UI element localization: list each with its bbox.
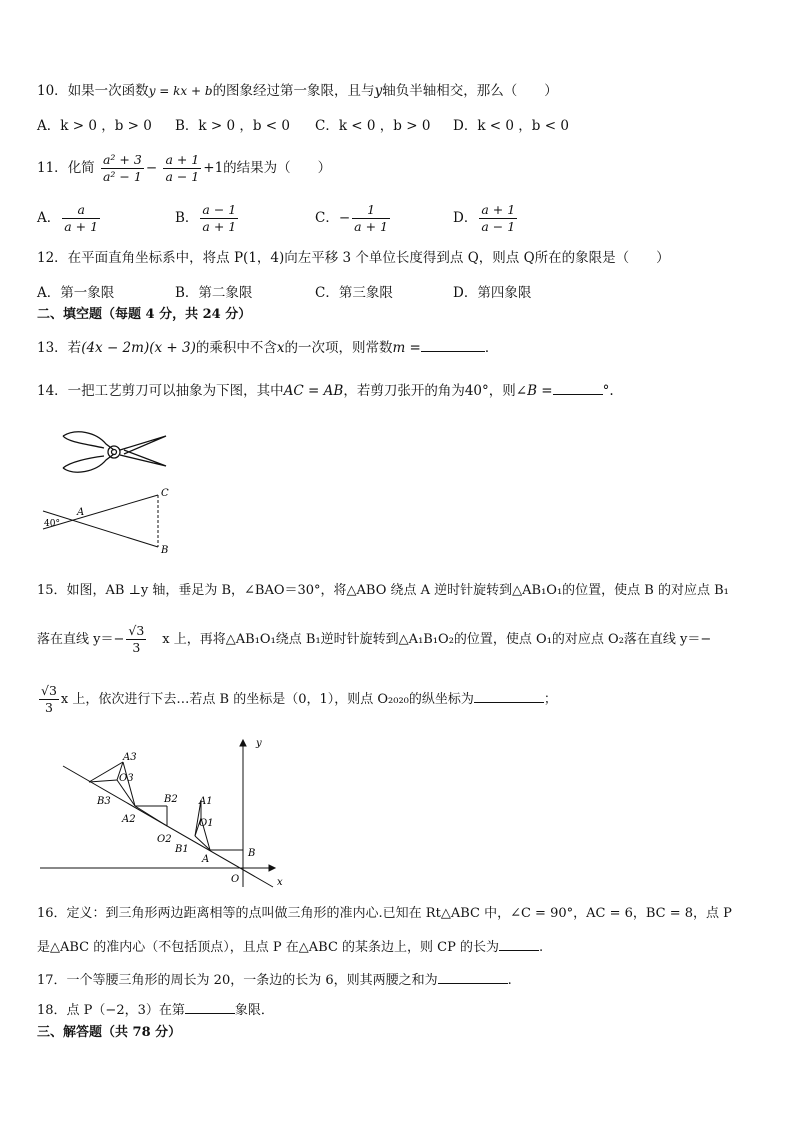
q10-option-d: D．k < 0 ，b < 0: [453, 118, 569, 134]
q14-figure: [40, 485, 190, 557]
slanted-line: [63, 766, 273, 887]
label-a3: A3: [123, 752, 137, 763]
label-b: B: [248, 848, 256, 859]
q12-option-d: D．第四象限: [453, 285, 532, 301]
q12-option-b: B．第二象限: [175, 285, 253, 301]
label-y: y: [256, 738, 262, 749]
q10-option-c: C．k < 0 ，b > 0: [315, 118, 431, 134]
q11-option-a: A． $\frac{a}{a + 1}$: [37, 202, 99, 234]
label-a: A: [202, 854, 210, 865]
section-3-heading: 三、解答题（共 78 分）: [37, 1025, 182, 1040]
q10-option-b: B．k > 0 ，b < 0: [175, 118, 291, 134]
q17-answer-blank: [438, 969, 508, 984]
label-o3: O3: [119, 773, 134, 784]
q11-fraction-1: $\frac{\text{a² + 3}}{\text{a² − 1}}$: [102, 152, 142, 184]
q11-option-b: B． $\frac{a - 1}{a + 1}$: [175, 202, 237, 234]
q15-figure: [35, 732, 295, 892]
q16-line-2: 是△ABC 的准内心（不包括顶点），且点 P 在△ABC 的某条边上，则 CP 的长为 .: [37, 936, 543, 957]
q12-option-a: A．第一象限: [37, 285, 115, 301]
q12-stem: 12．在平面直角坐标系中，将点 P(1，4)向左平移 3 个单位长度得到点 Q，则点 Q所在的象限是（ ）: [37, 250, 670, 266]
label-b1: B1: [175, 844, 189, 855]
label-a: A: [77, 507, 85, 518]
q11-option-c: C．− $\frac{1}{a + 1}$: [315, 202, 388, 234]
scissors-image: [58, 428, 173, 476]
q10-option-a: A．k > 0 ，b > 0: [37, 118, 152, 134]
label-a1: A1: [199, 796, 213, 807]
q11-fraction-2: $\frac{a + 1}{a - 1}$: [165, 152, 200, 184]
label-o: O: [231, 874, 240, 885]
section-2-heading: 二、填空题（每题 4 分，共 24 分）: [37, 307, 252, 322]
q11-option-d: D． $\frac{a + 1}{a - 1}$: [453, 202, 516, 234]
q16-line-1: 16．定义：到三角形两边距离相等的点叫做三角形的准内心.已知在 Rt△ABC 中，∠C = 90°，AC = 6，BC = 8，点 P: [37, 906, 732, 921]
label-o1: O1: [199, 818, 214, 829]
label-o2: O2: [157, 834, 172, 845]
q18-stem: 18．点 P（−2，3）在第 象限．: [37, 999, 274, 1020]
q16-answer-blank: [499, 936, 539, 951]
label-a2: A2: [122, 814, 136, 825]
q15-answer-blank: [474, 688, 544, 703]
q18-answer-blank: [185, 999, 235, 1014]
q15-line-3: $\frac{√3}{3}$ x 上，依次进行下去…若点 B 的坐标是（0，1），则点 O₂₀₂₀的纵坐标为 ；: [41, 683, 557, 715]
label-x: x: [277, 877, 283, 888]
label-c: C: [161, 488, 169, 499]
q11-stem: 11．化简 $\frac{\text{a² + 3}}{\text{a² − 1}}$ − $\frac{a + 1}{a - 1}$ +1的结果为（ ）: [37, 152, 332, 184]
q15-line-2: 落在直线 y＝− $\frac{√3}{3}$ x 上，再将△AB₁O₁绕点 B₁逆时针旋转到△A₁B₁O₂的位置，使点 O₁的对应点 O₂落在直线 y＝−: [37, 623, 712, 655]
q13-answer-blank: [421, 337, 485, 352]
q14-stem: 14．一把工艺剪刀可以抽象为下图，其中AC = AB，若剪刀张开的角为40°，则∠B = °.: [37, 380, 614, 400]
q17-stem: 17．一个等腰三角形的周长为 20，一条边的长为 6，则其两腰之和为 .: [37, 969, 512, 990]
q10-stem: 10．如果一次函数y = kx + b的图象经过第一象限，且与y轴负半轴相交，那么（ ）: [37, 83, 558, 99]
q15-line-1: 15．如图，AB ⊥y 轴，垂足为 B，∠BAO＝30°，将△ABO 绕点 A 逆时针旋转到△AB₁O₁的位置，使点 B 的对应点 B₁: [37, 583, 729, 598]
q14-answer-blank: [553, 380, 603, 395]
label-angle: 40°: [44, 519, 60, 529]
q12-option-c: C．第三象限: [315, 285, 393, 301]
label-b2: B2: [164, 794, 178, 805]
label-b3: B3: [97, 796, 111, 807]
label-b: B: [161, 545, 169, 556]
q13-stem: 13．若(4x − 2m)(x + 3)的乘积中不含x的一次项，则常数m = ．: [37, 337, 498, 357]
